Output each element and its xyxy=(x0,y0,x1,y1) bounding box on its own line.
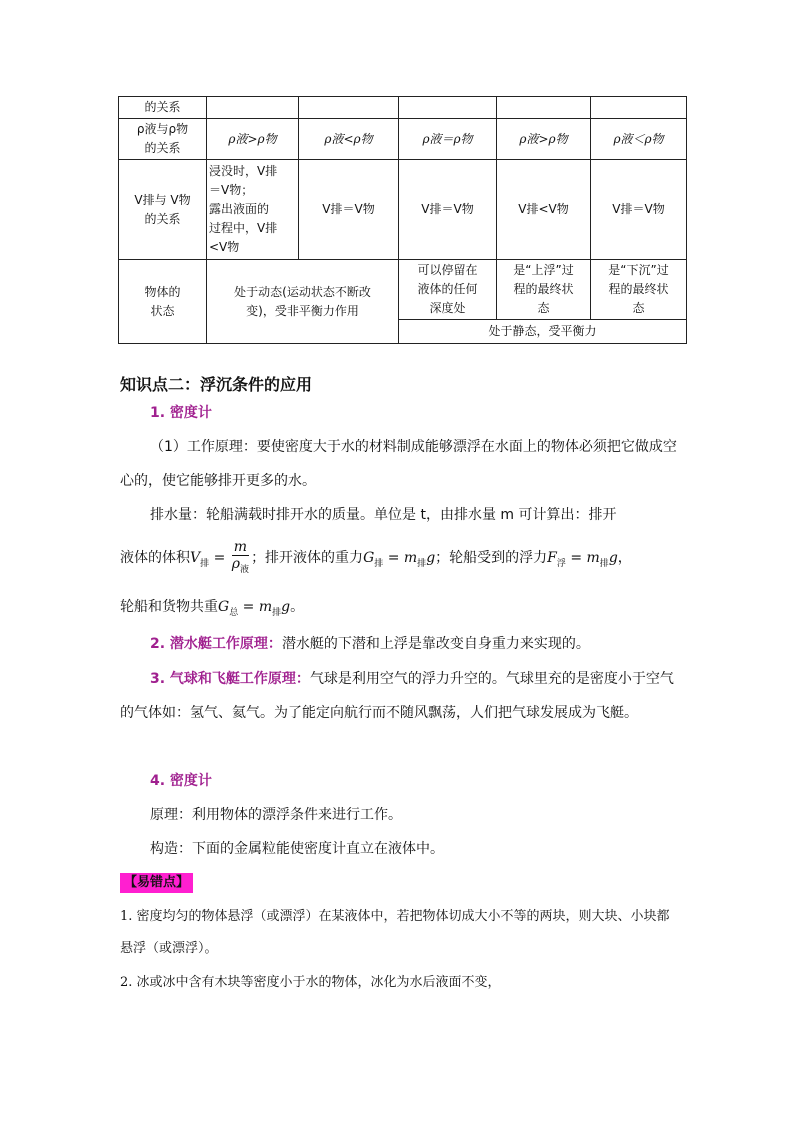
table-cell: ρ液＝ρ物 xyxy=(399,119,497,160)
table-cell: ρ液＜ρ物 xyxy=(591,119,687,160)
table-cell: 可以停留在 液体的任何 深度处 xyxy=(399,260,497,320)
paragraph: 2. 潜水艇工作原理：潜水艇的下潜和上浮是靠改变自身重力来实现的。 xyxy=(150,636,590,652)
list-item: 2. 冰或冰中含有木块等密度小于水的物体，冰化为水后液面不变， xyxy=(120,975,501,990)
row-label: ρ液与ρ物 的关系 xyxy=(119,119,207,160)
row-label: V排与 V物 的关系 xyxy=(119,160,207,260)
table-row xyxy=(119,160,687,260)
table-cell: ρ液<ρ物 xyxy=(299,119,399,160)
table-cell: 处于动态(运动状态不断改 变)，受非平衡力作用 xyxy=(207,260,399,344)
formula-line: 液体的体积$V_排$ = $\frac{m}{\rho_液}$ ；排开液体的重力$G_排 = m_排g$；轮船受到的浮力$F_浮 = m_排g$， xyxy=(120,538,632,575)
table-cell: ρ液>ρ物 xyxy=(497,119,591,160)
formula: $F_浮 = m_排g$ xyxy=(547,550,618,569)
mistakes-tag: 【易错点】 xyxy=(120,873,193,893)
subsection-title: 1. 密度计 xyxy=(150,405,212,421)
table-cell: 浸没时，V排 ＝V物； 露出液面的 过程中，V排 <V物 xyxy=(207,160,299,260)
table-cell: V排<V物 xyxy=(497,160,591,260)
paragraph: 3. 气球和飞艇工作原理：气球是利用空气的浮力升空的。气球里充的是密度小于空气的气体如：氢气、氦气。为了能定向航行而不随风飘荡，人们把气球发展成为飞艇。 xyxy=(120,671,674,721)
row-label: 物体的 状态 xyxy=(119,260,207,344)
subsection-title: 4. 密度计 xyxy=(150,773,212,789)
list-item: 1. 密度均匀的物体悬浮（或漂浮）在某液体中，若把物体切成大小不等的两块，则大块、小块都悬浮（或漂浮）。 xyxy=(120,909,670,956)
paragraph: （1）工作原理：要使密度大于水的材料制成能够漂浮在水面上的物体必须把它做成空心的，使它能够排开更多的水。 xyxy=(120,439,677,489)
table-cell: 处于静态，受平衡力 xyxy=(399,320,687,344)
formula: $V_排$ = $\frac{m}{\rho_液}$ xyxy=(190,538,250,575)
section-title: 知识点二：浮沉条件的应用 xyxy=(120,375,313,394)
table-cell: ρ液>ρ物 xyxy=(207,119,299,160)
row-label: 的关系 xyxy=(119,97,207,119)
table-cell: 是“下沉”过 程的最终状 态 xyxy=(591,260,687,320)
formula: $G_总 = m_排g$ xyxy=(218,599,291,618)
table-row xyxy=(119,119,687,160)
paragraph: 原理：利用物体的漂浮条件来进行工作。 xyxy=(150,807,402,823)
table-row xyxy=(119,97,687,119)
table-cell: V排＝V物 xyxy=(591,160,687,260)
paragraph: 排水量：轮船满载时排开水的质量。单位是 t，由排水量 m 可计算出：排开 xyxy=(150,507,617,523)
paragraph: 构造：下面的金属粒能使密度计直立在液体中。 xyxy=(150,841,444,857)
formula-line: 轮船和货物共重$G_总 = m_排g$。 xyxy=(120,599,305,618)
table-cell: V排＝V物 xyxy=(399,160,497,260)
table-row xyxy=(119,260,687,320)
table-cell: 是“上浮”过 程的最终状 态 xyxy=(497,260,591,320)
buoyancy-table xyxy=(118,96,687,344)
table-cell: V排＝V物 xyxy=(299,160,399,260)
formula: $G_排 = m_排g$ xyxy=(363,550,436,569)
